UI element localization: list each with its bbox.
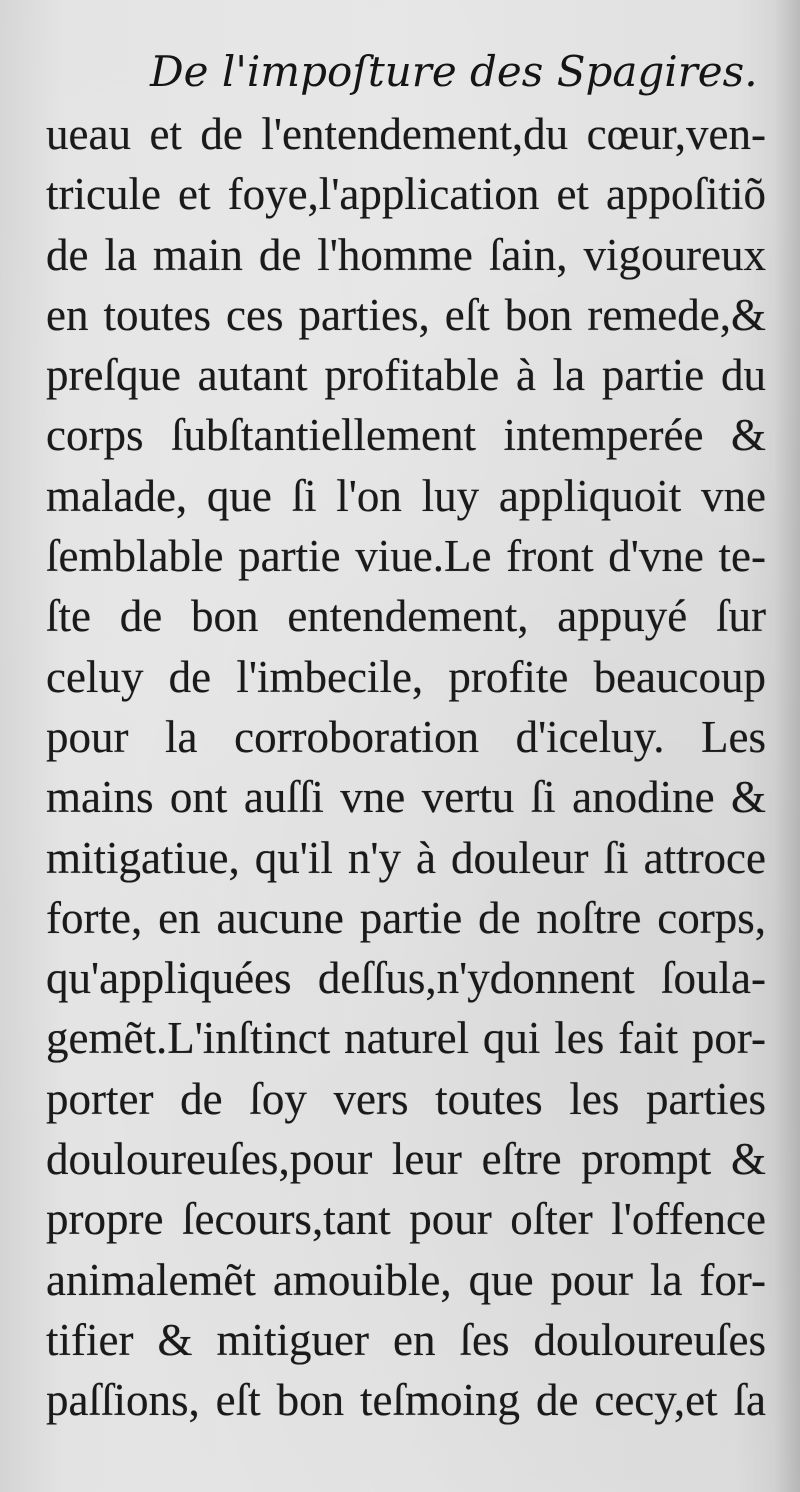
text-line: ſte de bon entendement, appuyé ſur bbox=[46, 591, 766, 642]
text-line: corps ſubſtantiellement intemperée & bbox=[46, 410, 766, 461]
text-line: de la main de l'homme ſain, vigoureux bbox=[46, 229, 766, 280]
text-line: porter de ſoy vers toutes les parties bbox=[46, 1073, 766, 1124]
body-text bbox=[46, 104, 766, 1431]
running-head: De l'impoſture des Spagires. bbox=[150, 47, 758, 96]
text-line: tricule et foye,l'application et appoſitiõ bbox=[46, 169, 766, 220]
text-line: malade, que ſi l'on luy appliquoit vne bbox=[46, 470, 766, 521]
text-line: celuy de l'imbecile, profite beaucoup bbox=[46, 651, 766, 702]
text-line: mains ont auſſi vne vertu ſi anodine & bbox=[46, 772, 766, 823]
text-line: pour la corroboration d'iceluy. Les bbox=[46, 711, 766, 762]
text-line: paſſions, eſt bon teſmoing de cecy,et ſa bbox=[46, 1375, 766, 1426]
text-line: en toutes ces parties, eſt bon remede,& bbox=[46, 289, 766, 340]
text-line: qu'appliquées deſſus,n'ydonnent ſoula- bbox=[46, 953, 766, 1004]
text-line: gemẽt.L'inſtinct naturel qui les fait por- bbox=[46, 1013, 766, 1064]
text-line: mitigatiue, qu'il n'y à douleur ſi attroce bbox=[46, 832, 766, 883]
text-line: forte, en aucune partie de noſtre corps, bbox=[46, 892, 766, 943]
text-line: ſemblable partie viue.Le front d'vne te- bbox=[46, 531, 766, 582]
text-line: tifier & mitiguer en ſes douloureuſes bbox=[46, 1314, 766, 1365]
page-edge-shadow bbox=[774, 0, 800, 1492]
text-line: ueau et de l'entendement,du cœur,ven- bbox=[46, 109, 766, 159]
text-line: propre ſecours,tant pour oſter l'offence bbox=[46, 1194, 766, 1245]
text-line: preſque autant profitable à la partie du bbox=[46, 350, 766, 401]
text-line: animalemẽt amouible, que pour la for- bbox=[46, 1254, 766, 1305]
text-line: douloureuſes,pour leur eſtre prompt & bbox=[46, 1134, 766, 1185]
